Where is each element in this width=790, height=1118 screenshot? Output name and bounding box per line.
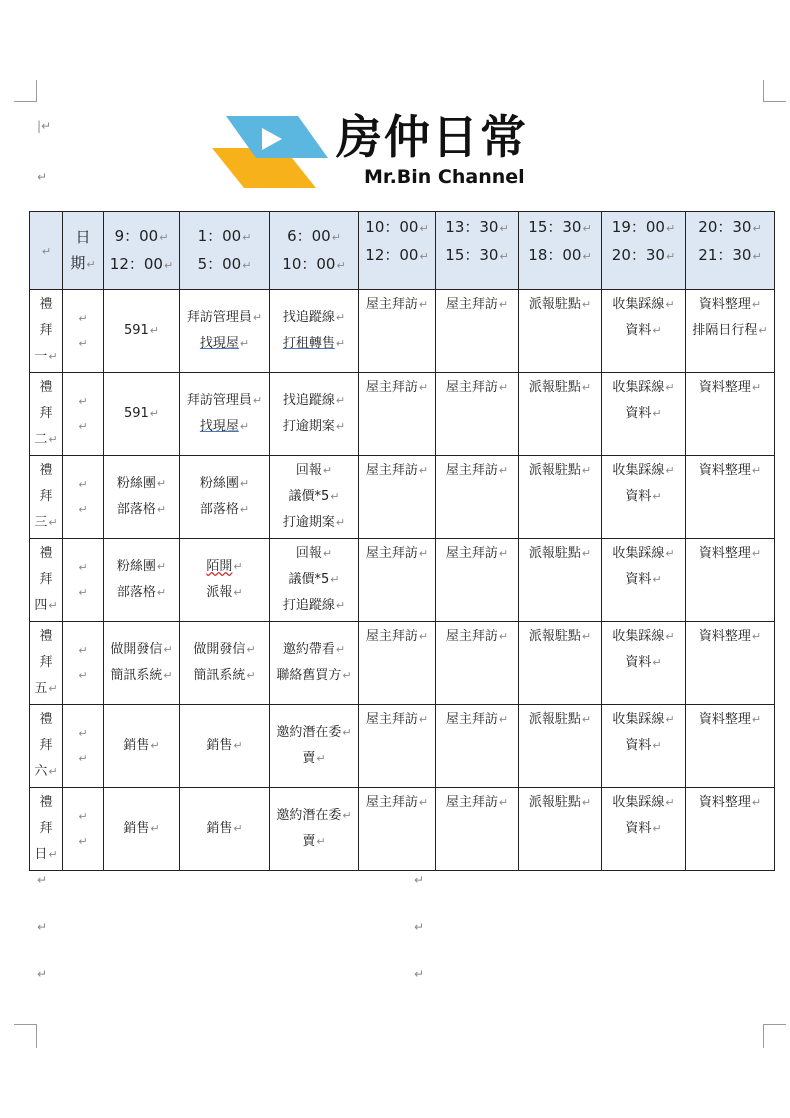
header-time-cell (359, 212, 436, 290)
paragraph-mark: ↵ (78, 395, 88, 408)
cell-text: 派報駐點 ↵ (521, 541, 599, 567)
cell-text: 派報駐點 ↵ (521, 458, 599, 484)
cursor-mark: |↵ (37, 119, 52, 133)
cell-text: 聯絡舊買方 ↵ (272, 663, 356, 689)
day-cell (30, 373, 63, 456)
cell-text: 粉絲團 ↵ (106, 471, 177, 497)
cell-text: 拜訪管理員 ↵ (182, 388, 267, 414)
header-blank-cell (30, 212, 63, 290)
paragraph-mark: ↵ (78, 420, 88, 433)
date-cell (63, 539, 104, 622)
cell-text: 19：00 ↵ (604, 214, 683, 242)
paragraph-mark: ↵ (78, 503, 88, 516)
schedule-cell (104, 788, 180, 871)
cell-text: 派報駐點 ↵ (521, 790, 599, 816)
cell-text: 議價*5 ↵ (272, 567, 356, 593)
cell-text: 屋主拜訪 ↵ (438, 624, 516, 650)
crop-mark (763, 1024, 764, 1048)
cell-text: 收集踩線 ↵ (604, 790, 683, 816)
cell-text: 部落格 ↵ (106, 497, 177, 523)
cell-text: 資料 ↵ (604, 401, 683, 427)
schedule-cell (359, 622, 436, 705)
schedule-cell (602, 788, 686, 871)
table-row (30, 705, 775, 788)
day-cell (30, 622, 63, 705)
cell-text: 收集踩線 ↵ (604, 541, 683, 567)
crop-mark (36, 1024, 37, 1048)
cell-text: 1：00 ↵ (182, 223, 267, 251)
date-cell (63, 456, 104, 539)
header-time-cell (436, 212, 519, 290)
header-time-cell (104, 212, 180, 290)
schedule-cell (180, 539, 270, 622)
cell-text: 部落格 ↵ (182, 497, 267, 523)
cell-text: 日 (75, 227, 91, 246)
cell-text: 12：00 ↵ (361, 242, 433, 270)
schedule-cell (104, 539, 180, 622)
schedule-cell (436, 539, 519, 622)
paragraph-mark: ↵ (37, 920, 48, 934)
schedule-cell (270, 622, 359, 705)
schedule-cell (519, 373, 602, 456)
day-cell (30, 290, 63, 373)
cell-text: 資料 ↵ (604, 816, 683, 842)
cell-text: 銷售 ↵ (182, 733, 267, 759)
paragraph-mark: ↵ (78, 561, 88, 574)
cell-text: 屋主拜訪 ↵ (438, 790, 516, 816)
date-cell (63, 373, 104, 456)
day-char: 日 ↵ (32, 842, 60, 868)
crop-mark (764, 1024, 786, 1025)
day-char: 禮 (39, 712, 53, 727)
cell-text: 5：00 ↵ (182, 251, 267, 279)
schedule-cell (104, 290, 180, 373)
crop-mark (14, 101, 36, 102)
cell-text: 資料 ↵ (604, 567, 683, 593)
cell-text: 邀約潛在委 ↵ (272, 803, 356, 829)
day-cell (30, 788, 63, 871)
day-char: 一 ↵ (32, 344, 60, 370)
cell-text: 派報駐點 ↵ (521, 624, 599, 650)
cell-text: 陌開 ↵ (182, 554, 267, 580)
schedule-cell (602, 456, 686, 539)
schedule-cell (180, 290, 270, 373)
paragraph-mark: ↵ (78, 810, 88, 823)
schedule-cell (270, 373, 359, 456)
day-char: 六 ↵ (32, 759, 60, 785)
cell-text: 9：00 ↵ (106, 223, 177, 251)
cell-text: 收集踩線 ↵ (604, 375, 683, 401)
day-char: 拜 (39, 821, 53, 836)
schedule-cell (436, 290, 519, 373)
day-cell (30, 456, 63, 539)
date-cell (63, 705, 104, 788)
cell-text: 賣 ↵ (272, 829, 356, 855)
day-char: 禮 (39, 297, 53, 312)
schedule-cell (686, 539, 775, 622)
cell-text: 屋主拜訪 ↵ (361, 458, 433, 484)
cell-text: 591 ↵ (106, 318, 177, 344)
schedule-cell (436, 373, 519, 456)
cell-text: 屋主拜訪 ↵ (438, 292, 516, 318)
crop-mark (14, 1024, 36, 1025)
schedule-cell (686, 290, 775, 373)
schedule-cell (686, 456, 775, 539)
cell-text: 資料整理 ↵ (688, 292, 772, 318)
cell-text: 資料 ↵ (604, 318, 683, 344)
cell-text: 屋主拜訪 ↵ (438, 707, 516, 733)
cell-text: 屋主拜訪 ↵ (361, 790, 433, 816)
cell-text: 收集踩線 ↵ (604, 292, 683, 318)
schedule-cell (686, 373, 775, 456)
paragraph-mark: ↵ (78, 312, 88, 325)
schedule-cell (104, 622, 180, 705)
cell-text: 賣 ↵ (272, 746, 356, 772)
day-char: 五 ↵ (32, 676, 60, 702)
cell-text: 排隔日行程 ↵ (688, 318, 772, 344)
cell-text: 屋主拜訪 ↵ (361, 707, 433, 733)
cell-text: 10：00 ↵ (272, 251, 356, 279)
schedule-cell (686, 622, 775, 705)
schedule-cell (270, 705, 359, 788)
schedule-cell (359, 456, 436, 539)
cell-text: 資料整理 ↵ (688, 458, 772, 484)
cell-text: 找現屋 ↵ (182, 414, 267, 440)
day-char: 禮 (39, 795, 53, 810)
day-char: 拜 (39, 655, 53, 670)
paragraph-mark: ↵ (78, 644, 88, 657)
table-row (30, 373, 775, 456)
day-char: 二 ↵ (32, 427, 60, 453)
day-cell (30, 539, 63, 622)
cell-text: 粉絲團 ↵ (106, 554, 177, 580)
cell-text: 粉絲團 ↵ (182, 471, 267, 497)
day-char: 三 ↵ (32, 510, 60, 536)
header-time-cell (686, 212, 775, 290)
schedule-cell (180, 788, 270, 871)
cell-text: 打逾期案 ↵ (272, 510, 356, 536)
cell-text: 收集踩線 ↵ (604, 707, 683, 733)
schedule-cell (270, 788, 359, 871)
cell-text: 簡訊系統 ↵ (182, 663, 267, 689)
paragraph-mark: ↵ (78, 337, 88, 350)
cell-text: 屋主拜訪 ↵ (438, 375, 516, 401)
cell-text: 15：30 ↵ (521, 214, 599, 242)
day-char: 禮 (39, 629, 53, 644)
cell-text: 議價*5 ↵ (272, 484, 356, 510)
day-char: 禮 (39, 546, 53, 561)
schedule-cell (180, 373, 270, 456)
cell-text: 做開發信 ↵ (182, 637, 267, 663)
schedule-cell (104, 456, 180, 539)
date-cell (63, 622, 104, 705)
schedule-cell (180, 705, 270, 788)
cell-text: 做開發信 ↵ (106, 637, 177, 663)
cell-text: 18：00 ↵ (521, 242, 599, 270)
cell-text: 屋主拜訪 ↵ (361, 541, 433, 567)
paragraph-mark: ↵ (78, 727, 88, 740)
cell-text: 資料整理 ↵ (688, 541, 772, 567)
table-row (30, 456, 775, 539)
cell-text: 資料整理 ↵ (688, 790, 772, 816)
schedule-cell (359, 290, 436, 373)
cell-text: 派報駐點 ↵ (521, 707, 599, 733)
schedule-cell (602, 705, 686, 788)
schedule-table (29, 211, 775, 871)
schedule-cell (104, 705, 180, 788)
cell-text: 回報 ↵ (272, 541, 356, 567)
paragraph-mark: ↵ (78, 752, 88, 765)
table-row (30, 622, 775, 705)
cell-text: 找追蹤線 ↵ (272, 388, 356, 414)
cell-text: 部落格 ↵ (106, 580, 177, 606)
schedule-cell (270, 456, 359, 539)
schedule-cell (602, 622, 686, 705)
day-char: 禮 (39, 463, 53, 478)
schedule-cell (686, 705, 775, 788)
paragraph-mark: ↵ (78, 669, 88, 682)
schedule-cell (602, 373, 686, 456)
paragraph-mark: ↵ (78, 478, 88, 491)
paragraph-mark: ↵ (37, 967, 48, 981)
paragraph-mark: ↵ (414, 967, 425, 981)
cell-text: 資料 ↵ (604, 650, 683, 676)
cell-text: 屋主拜訪 ↵ (361, 292, 433, 318)
day-char: 拜 (39, 406, 53, 421)
table-row (30, 290, 775, 373)
date-cell (63, 290, 104, 373)
crop-mark (764, 101, 786, 102)
cell-text: 屋主拜訪 ↵ (438, 541, 516, 567)
cell-text: 15：30 ↵ (438, 242, 516, 270)
cell-text: 屋主拜訪 ↵ (361, 624, 433, 650)
schedule-cell (270, 290, 359, 373)
cell-text: 收集踩線 ↵ (604, 624, 683, 650)
schedule-cell (519, 788, 602, 871)
schedule-cell (436, 705, 519, 788)
cell-text: 20：30 ↵ (604, 242, 683, 270)
day-char: 拜 (39, 489, 53, 504)
cell-text: 資料整理 ↵ (688, 707, 772, 733)
cell-text: 銷售 ↵ (182, 816, 267, 842)
cell-text: 找追蹤線 ↵ (272, 305, 356, 331)
schedule-cell (436, 788, 519, 871)
cell-text: 6：00 ↵ (272, 223, 356, 251)
paragraph-mark: ↵ (414, 920, 425, 934)
cell-text: 20：30 ↵ (688, 214, 772, 242)
cell-text: 資料 ↵ (604, 484, 683, 510)
schedule-body (30, 212, 775, 871)
paragraph-mark: ↵ (78, 586, 88, 599)
cell-text: 邀約帶看 ↵ (272, 637, 356, 663)
cell-text: 屋主拜訪 ↵ (438, 458, 516, 484)
paragraph-mark: ↵ (37, 873, 48, 887)
paragraph-mark: ↵ (37, 170, 48, 184)
table-row (30, 539, 775, 622)
schedule-cell (686, 788, 775, 871)
day-char: 拜 (39, 572, 53, 587)
cell-text: 邀約潛在委 ↵ (272, 720, 356, 746)
header-time-cell (180, 212, 270, 290)
date-cell (63, 788, 104, 871)
paragraph-mark: ↵ (414, 873, 425, 887)
schedule-cell (519, 539, 602, 622)
schedule-cell (602, 539, 686, 622)
cell-text: 簡訊系統 ↵ (106, 663, 177, 689)
day-cell (30, 705, 63, 788)
paragraph-mark: ↵ (78, 835, 88, 848)
cell-text: 派報 ↵ (182, 580, 267, 606)
schedule-cell (359, 539, 436, 622)
cell-text: 派報駐點 ↵ (521, 375, 599, 401)
header-row (30, 212, 775, 290)
header-time-cell (270, 212, 359, 290)
schedule-cell (602, 290, 686, 373)
schedule-cell (180, 456, 270, 539)
cell-text: 21：30 ↵ (688, 242, 772, 270)
schedule-cell (180, 622, 270, 705)
header-time-cell (519, 212, 602, 290)
cell-text: 期 ↵ (65, 250, 101, 278)
crop-mark (36, 80, 37, 102)
play-logo-icon (212, 112, 332, 190)
cell-text: 打追蹤線 ↵ (272, 593, 356, 619)
cell-text: 拜訪管理員 ↵ (182, 305, 267, 331)
cell-text: 資料整理 ↵ (688, 375, 772, 401)
cell-text: 收集踩線 ↵ (604, 458, 683, 484)
cell-text: 銷售 ↵ (106, 733, 177, 759)
table-row (30, 788, 775, 871)
schedule-cell (519, 622, 602, 705)
day-char: 拜 (39, 738, 53, 753)
cell-text: 派報駐點 ↵ (521, 292, 599, 318)
crop-mark (763, 80, 764, 102)
cell-text: 10：00 ↵ (361, 214, 433, 242)
cell-text: 13：30 ↵ (438, 214, 516, 242)
cell-text: 打逾期案 ↵ (272, 414, 356, 440)
header-time-cell (602, 212, 686, 290)
day-char: 拜 (39, 323, 53, 338)
schedule-cell (104, 373, 180, 456)
schedule-cell (359, 705, 436, 788)
header-date-cell (63, 212, 104, 290)
day-char: 禮 (39, 380, 53, 395)
day-char: 四 ↵ (32, 593, 60, 619)
schedule-cell (436, 456, 519, 539)
cell-text: 打租轉售 ↵ (272, 331, 356, 357)
schedule-cell (519, 290, 602, 373)
cell-text: 12：00 ↵ (106, 251, 177, 279)
cell-text: 回報 ↵ (272, 458, 356, 484)
logo-title: 房仲日常 (336, 110, 528, 164)
cell-text: 銷售 ↵ (106, 816, 177, 842)
schedule-cell (519, 705, 602, 788)
cell-text: 資料 ↵ (604, 733, 683, 759)
schedule-cell (270, 539, 359, 622)
channel-logo (212, 112, 552, 192)
schedule-cell (359, 373, 436, 456)
schedule-cell (436, 622, 519, 705)
cell-text: 屋主拜訪 ↵ (361, 375, 433, 401)
schedule-cell (359, 788, 436, 871)
cell-text: 591 ↵ (106, 401, 177, 427)
logo-subtitle: Mr.Bin Channel (364, 166, 525, 188)
cell-text: 資料整理 ↵ (688, 624, 772, 650)
cell-text: 找現屋 ↵ (182, 331, 267, 357)
schedule-cell (519, 456, 602, 539)
